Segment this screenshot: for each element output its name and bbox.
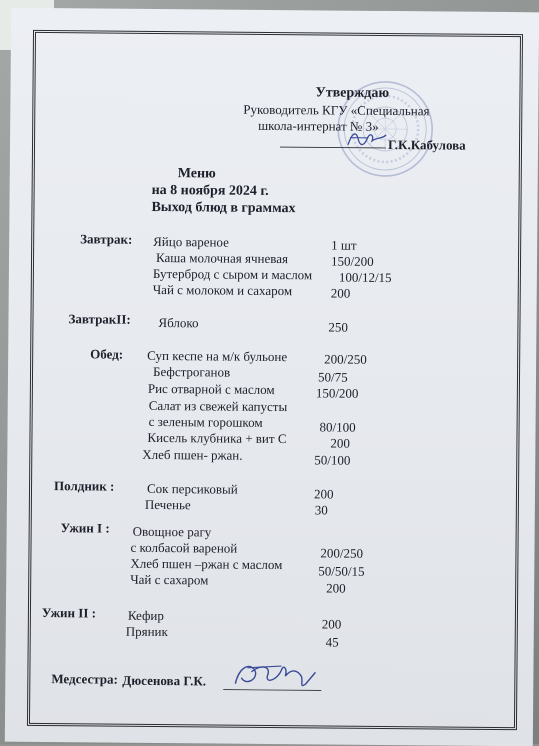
dish-name: Чай с сахаром [130, 572, 208, 588]
dish-amount: 200 [326, 580, 346, 595]
nurse-signature-icon [221, 658, 331, 697]
approval-line-2: школа-интернат № 3» [258, 118, 379, 134]
menu-date: на 8 ноября 2024 г. [152, 183, 269, 199]
dish-amount: 200 [331, 286, 351, 301]
dish-name: Суп кеспе на м/к бульоне [147, 348, 287, 364]
dish-amount: 200 [314, 486, 334, 501]
meal-label-dinner-2: Ужин II : [42, 605, 96, 620]
dish-amount: 200 [330, 436, 350, 451]
meal-label-dinner-1: Ужин I : [61, 520, 110, 535]
dish-name: Яйцо вареное [153, 234, 229, 250]
dish-name: Хлеб пшен –ржан с маслом [130, 556, 282, 572]
meal-label-lunch: Обед: [90, 346, 123, 361]
meal-label-second-breakfast: ЗавтракII: [68, 311, 130, 327]
dish-amount: 200/250 [320, 545, 363, 560]
dish-amount: 200/250 [324, 351, 367, 366]
dish-name: Салат из свежей капусты [149, 398, 288, 414]
dish-name: Кефир [128, 608, 164, 623]
dish-name: с колбасой вареной [130, 540, 237, 556]
dish-name: Рис отварной с маслом [148, 381, 275, 397]
footer-nurse-name: Дюсенова Г.К. [122, 673, 206, 689]
page-border [27, 30, 523, 730]
dish-amount: 45 [326, 634, 339, 649]
dish-name: Бутерброд с сыром и маслом [153, 266, 312, 282]
dish-amount: 50/75 [318, 369, 348, 384]
dish-name: Хлеб пшен- ржан. [142, 447, 242, 463]
approval-line-1: Руководитель КГУ «Специальная [243, 102, 429, 119]
dish-amount: 50/100 [314, 452, 350, 467]
dish-name: с зеленым горошком [149, 414, 263, 430]
meal-label-breakfast: Завтрак: [80, 231, 132, 246]
approval-signer: Г.К.Кабулова [388, 137, 466, 153]
dish-amount: 150/200 [331, 254, 374, 269]
dish-name: Пряник [126, 624, 168, 639]
dish-amount: 50/50/15 [318, 563, 364, 578]
dish-amount: 200 [322, 616, 342, 631]
dish-name: Яблоко [158, 315, 198, 330]
dish-name: Печенье [145, 497, 191, 512]
dish-name: Кисель клубника + вит С [147, 430, 286, 446]
dish-amount: 250 [328, 319, 348, 334]
dish-amount: 1 шт [331, 238, 357, 253]
menu-title: Меню [178, 166, 216, 181]
dish-amount: 100/12/15 [339, 270, 392, 285]
dish-name: Сок персиковый [147, 481, 238, 497]
footer-label: Медсестра: [51, 671, 118, 687]
dish-name: Овощное рагу [133, 524, 212, 540]
menu-subtitle: Выход блюд в граммах [151, 200, 295, 216]
dish-amount: 30 [315, 502, 328, 517]
dish-name: Каша молочная ячневая [156, 250, 288, 266]
dish-name: Бефстроганов [153, 364, 230, 380]
approval-title: Утверждаю [315, 85, 389, 101]
menu-sheet [5, 8, 539, 746]
meal-label-afternoon-snack: Полдник : [54, 478, 115, 494]
dish-name: Чай с молоком и сахаром [153, 282, 292, 298]
dish-amount: 80/100 [320, 419, 356, 434]
dish-amount: 150/200 [316, 385, 359, 400]
